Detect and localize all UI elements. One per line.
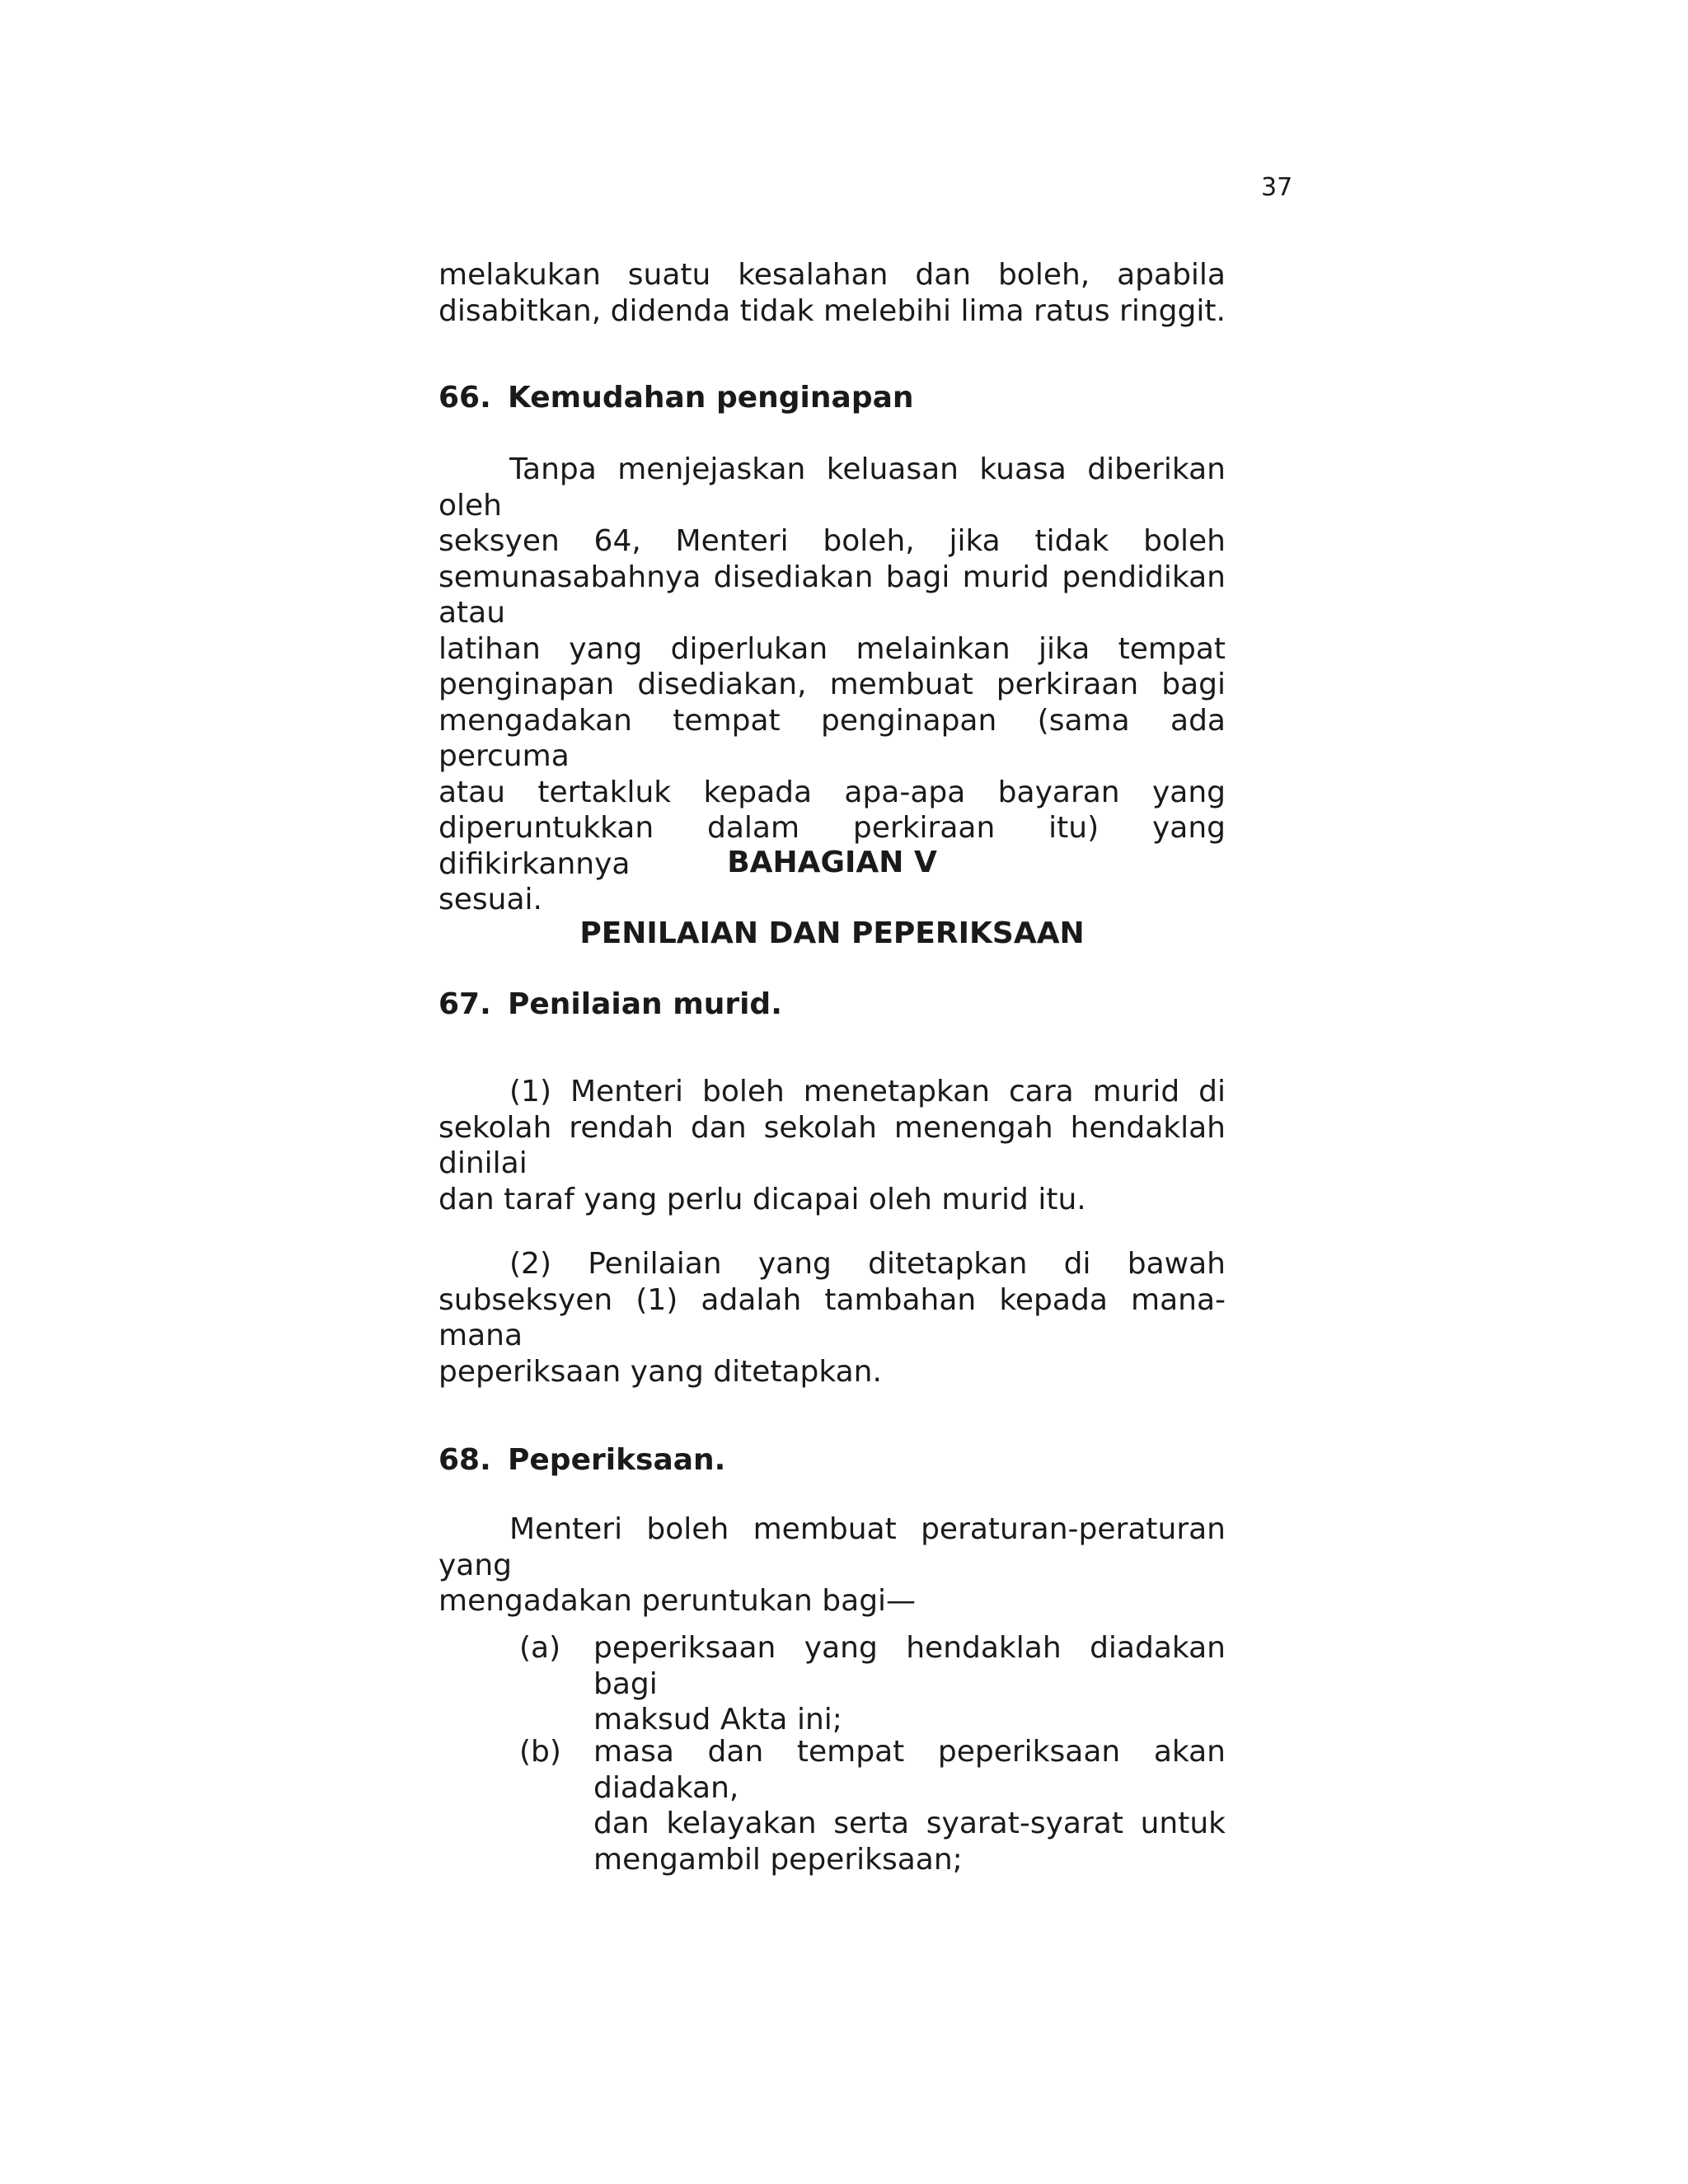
paragraph-line: (2) Penilaian yang ditetapkan di bawah	[509, 1247, 1226, 1281]
list-item-line: dan kelayakan serta syarat-syarat untuk	[593, 1807, 1226, 1840]
list-item-line: maksud Akta ini;	[593, 1703, 842, 1736]
section-title: Kemudahan penginapan	[508, 381, 914, 415]
paragraph-line: peperiksaan yang ditetapkan.	[438, 1354, 882, 1389]
section-number: 68.	[438, 1443, 491, 1477]
section-title: Penilaian murid.	[508, 987, 782, 1021]
intro-line: melakukan suatu kesalahan dan boleh, apabila	[438, 258, 1226, 292]
list-item-line: mengambil peperiksaan;	[593, 1842, 963, 1877]
paragraph-line: atau tertakluk kepada apa-apa bayaran yang	[438, 775, 1226, 809]
paragraph-line: semunasabahnya disediakan bagi murid pendidikan atau	[438, 560, 1226, 630]
paragraph-line: Menteri boleh membuat peraturan-peraturan yang	[438, 1512, 1226, 1582]
part-label: BAHAGIAN V	[727, 846, 937, 879]
paragraph-line: Tanpa menjejaskan keluasan kuasa diberikan oleh	[438, 452, 1226, 523]
section-67-subsection-1	[438, 1074, 1226, 1217]
section-number: 66.	[438, 381, 491, 415]
section-67-subsection-2	[438, 1246, 1226, 1390]
section-66-heading	[438, 380, 1226, 416]
paragraph-line: mengadakan peruntukan bagi—	[438, 1584, 917, 1618]
section-68-heading	[438, 1442, 1226, 1479]
paragraph-line: sekolah rendah dan sekolah menengah hendaklah dinilai	[438, 1110, 1226, 1180]
section-68-paragraph	[438, 1511, 1226, 1619]
intro-line: disabitkan, didenda tidak melebihi lima ratus ringgit.	[438, 293, 1226, 328]
paragraph-line: subseksyen (1) adalah tambahan kepada mana-mana	[438, 1282, 1226, 1352]
section-67-heading	[438, 987, 1226, 1023]
section-title: Peperiksaan.	[508, 1443, 726, 1477]
part-title: PENILAIAN DAN PEPERIKSAAN	[579, 916, 1085, 950]
page-number: 37	[1261, 173, 1293, 202]
paragraph-line: penginapan disediakan, membuat perkiraan bagi	[438, 668, 1226, 701]
paragraph-line: sesuai.	[438, 883, 542, 916]
paragraph-line: latihan yang diperlukan melainkan jika tempat	[438, 631, 1226, 666]
paragraph-line: (1) Menteri boleh menetapkan cara murid di	[509, 1075, 1226, 1108]
paragraph-line: diperuntukkan dalam perkiraan itu) yang difikirkannya	[438, 811, 1226, 881]
list-item-line: peperiksaan yang hendaklah diadakan bagi	[593, 1631, 1226, 1701]
paragraph-line: seksyen 64, Menteri boleh, jika tidak boleh	[438, 524, 1226, 558]
list-item-label: (a)	[519, 1631, 561, 1665]
list-item-label: (b)	[519, 1735, 561, 1769]
paragraph-line: mengadakan tempat penginapan (sama ada percuma	[438, 703, 1226, 773]
intro-paragraph	[438, 257, 1226, 329]
list-item-line: masa dan tempat peperiksaan akan diadakan,	[593, 1735, 1226, 1805]
paragraph-line: dan taraf yang perlu dicapai oleh murid itu.	[438, 1182, 1086, 1216]
section-number: 67.	[438, 987, 491, 1021]
